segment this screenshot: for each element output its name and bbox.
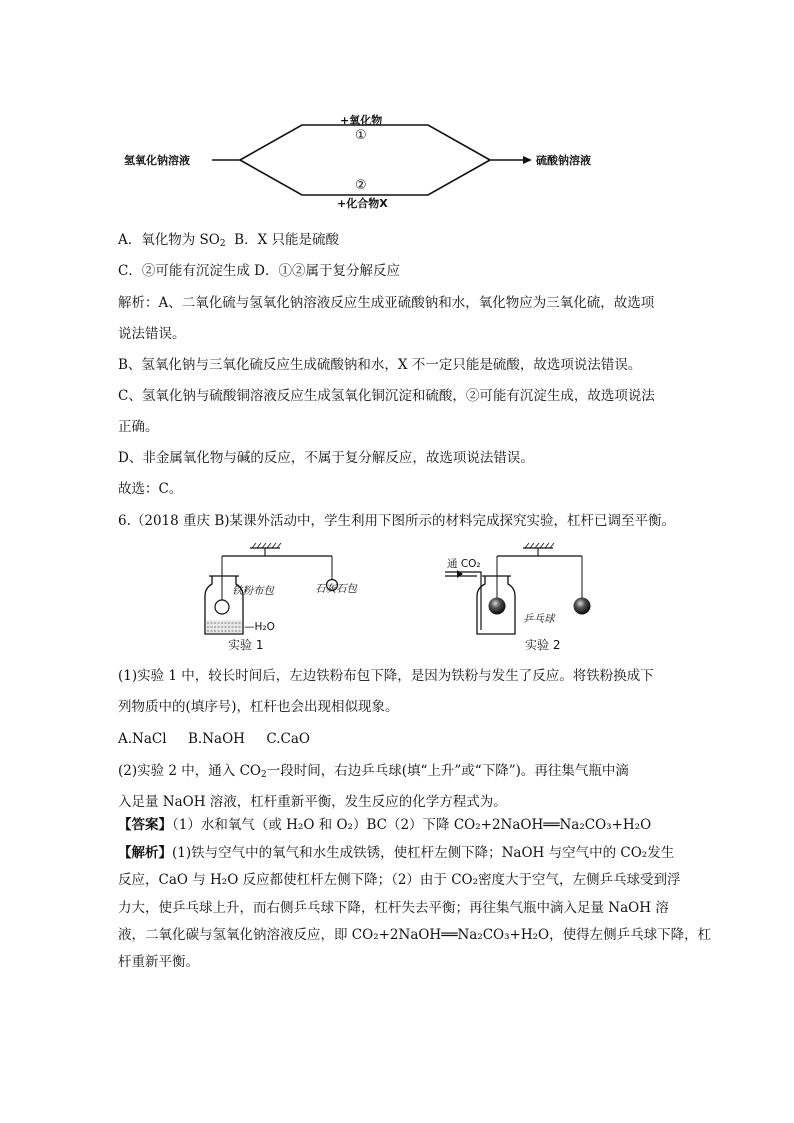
answer-tag: 【答案】 xyxy=(118,817,172,833)
exp2-caption: 实验 2 xyxy=(525,638,561,652)
exp2-label-co2: 通 CO₂ xyxy=(447,558,481,570)
exp2-label-ball: 乒乓球 xyxy=(523,613,555,625)
exp1-label-lime: 石灰石包 xyxy=(315,583,357,595)
co2-inlet-tube xyxy=(445,572,481,630)
q5-choice: 故选：C。 xyxy=(118,481,183,497)
q6-part1-line2: 列物质中的(填序号)，杠杆也会出现相似现象。 xyxy=(118,699,399,715)
q5-analysis-line-5: 正确。 xyxy=(118,419,159,435)
q6-part2-post: 一段时间，右边乒乓球(填“上升”或“下降”)。再往集气瓶中滴 xyxy=(266,763,629,779)
diagram-bottom-label: +化合物X xyxy=(337,197,388,210)
diagram-top-circle: ① xyxy=(355,128,367,143)
exp1-label-water: —H₂O xyxy=(244,621,275,633)
q6-part2-line1 xyxy=(118,761,629,781)
experiment-1-apparatus xyxy=(205,543,358,652)
q6-answer xyxy=(118,815,651,835)
q5-analysis-line-6: D、非金属氧化物与碱的反应，不属于复分解反应，故选项说法错误。 xyxy=(118,450,534,466)
experiment-2-apparatus xyxy=(445,543,591,652)
q5-option-b: B．X 只能是硫酸 xyxy=(225,232,339,248)
explain-text-1: (1)铁与空气中的氧气和水生成铁锈，使杠杆左侧下降；NaOH 与空气中的 CO₂发生 xyxy=(172,845,675,861)
answer-text: （1）水和氧气（或 H₂O 和 O₂）BC（2）下降 CO₂+2NaOH══Na₂CO₃+H₂O xyxy=(172,817,652,833)
q5-analysis-line-2: 说法错误。 xyxy=(118,326,186,342)
experiment-figure xyxy=(195,540,605,658)
co2-arrow-icon xyxy=(457,570,463,578)
q6-stem: 6.（2018 重庆 B)某课外活动中，学生利用下图所示的材料完成探究实验，杠杆已调至平衡。 xyxy=(118,513,676,529)
diagram-end-label: 硫酸钠溶液 xyxy=(536,154,591,167)
q6-explain-line5: 杆重新平衡。 xyxy=(118,954,199,970)
diagram-top-label: +氧化物 xyxy=(340,114,383,127)
q6-part2-sub: 2 xyxy=(260,770,267,780)
q6-explain-line2: 反应，CaO 与 H₂O 反应都使杠杆左侧下降；（2）由于 CO₂密度大于空气，左侧乒乓球受到浮 xyxy=(118,872,681,888)
q5-option-a-sub: 2 xyxy=(219,239,226,249)
q6-part2-line2: 入足量 NaOH 溶液，杠杆重新平衡，发生反应的化学方程式为。 xyxy=(118,794,507,810)
q6-explain-line3: 力大，使乒乓球上升，而右侧乒乓球下降，杠杆失去平衡；再往集气瓶中滴入足量 NaOH 溶 xyxy=(118,900,669,916)
left-ping-pong-ball xyxy=(489,598,506,615)
q5-analysis-line-1: 解析：A、二氧化硫与氢氧化钠溶液反应生成亚硫酸钠和水，氧化物应为三氧化硫，故选项 xyxy=(118,295,655,311)
q5-option-a: A．氧化物为 SO xyxy=(118,232,220,248)
q5-options-cd: C．②可能有沉淀生成 D．①②属于复分解反应 xyxy=(118,263,400,279)
q6-part2-pre: (2)实验 2 中，通入 CO xyxy=(118,763,261,779)
arrow-head-icon xyxy=(523,156,532,164)
diagram-start-label: 氢氧化钠溶液 xyxy=(124,154,190,167)
q5-options-ab xyxy=(118,230,339,250)
iron-powder-bag xyxy=(215,600,229,614)
q5-analysis-line-4: C、氢氧化钠与硫酸铜溶液反应生成氢氧化铜沉淀和硫酸，②可能有沉淀生成，故选项说法 xyxy=(118,388,655,404)
diagram-bottom-circle: ② xyxy=(355,178,367,193)
q5-analysis-line-3: B、氢氧化钠与三氧化硫反应生成硫酸钠和水，X 不一定只能是硫酸，故选项说法错误。 xyxy=(118,357,642,373)
right-ping-pong-ball xyxy=(574,598,591,615)
exp1-caption: 实验 1 xyxy=(228,638,264,652)
explain-tag: 【解析】 xyxy=(118,845,172,861)
exp1-label-iron: 铁粉布包 xyxy=(232,585,274,597)
q6-part1-line1: (1)实验 1 中，较长时间后，左边铁粉布包下降，是因为铁粉与发生了反应。将铁粉换成下 xyxy=(118,668,654,684)
q6-explain-line1 xyxy=(118,843,674,863)
q6-options: A.NaCl B.NaOH C.CaO xyxy=(118,731,310,747)
q6-explain-line4: 液，二氧化碳与氢氧化钠溶液反应，即 CO₂+2NaOH══Na₂CO₃+H₂O，使得左侧乒乓球下降，杠 xyxy=(118,927,712,943)
